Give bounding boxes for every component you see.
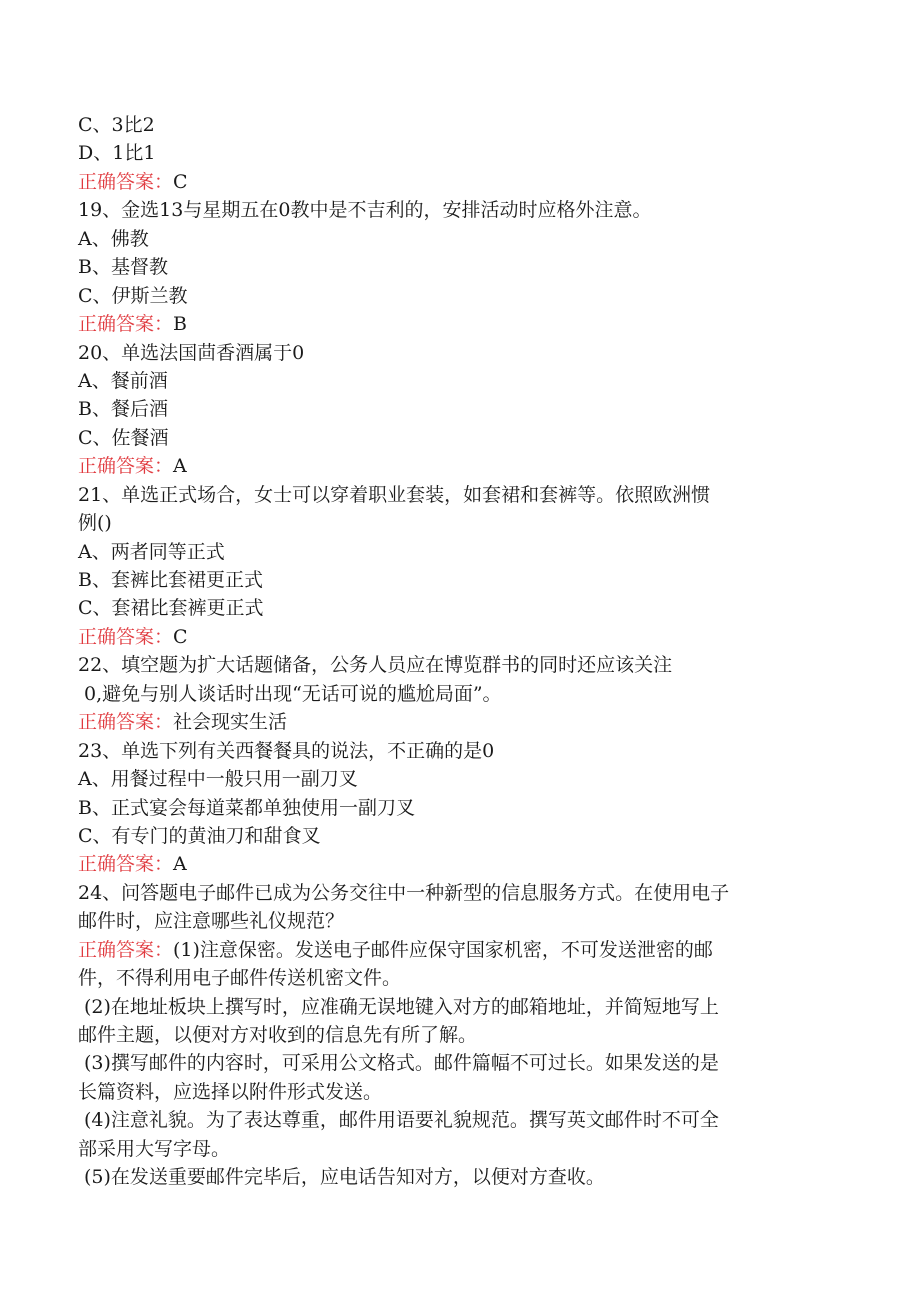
answer-text: (1)注意保密。发送电子邮件应保守国家机密，不可发送泄密的邮: [173, 938, 713, 961]
text-line: [78, 594, 838, 622]
line-text: 例(): [78, 512, 112, 535]
text-line: [78, 225, 838, 253]
answer-line: [78, 850, 838, 878]
answer-text: 社会现实生活: [173, 711, 288, 734]
line-text: B、基督教: [78, 256, 168, 279]
line-text: 21、单选正式场合，女士可以穿着职业套装，如套裙和套裤等。依照欧洲惯: [78, 483, 711, 506]
answer-text: B: [173, 313, 187, 336]
line-text: 24、问答题电子邮件已成为公务交往中一种新型的信息服务方式。在使用电子: [78, 881, 730, 904]
text-line: [78, 367, 838, 395]
line-text: C、佐餐酒: [78, 426, 169, 449]
line-text: C、套裙比套裤更正式: [78, 597, 264, 620]
answer-label: 正确答案：: [78, 711, 174, 734]
line-text: A、餐前酒: [78, 369, 168, 392]
text-line: [78, 765, 838, 793]
text-line: [78, 680, 838, 708]
text-line: [78, 339, 838, 367]
document-body: [78, 111, 838, 1192]
answer-line: [78, 936, 838, 964]
answer-text: C: [173, 170, 188, 193]
text-line: [78, 395, 838, 423]
text-line: [78, 907, 838, 935]
text-line: [78, 822, 838, 850]
line-text: (4)注意礼貌。为了表达尊重，邮件用语要礼貌规范。撰写英文邮件时不可全: [84, 1109, 719, 1132]
line-text: 邮件时，应注意哪些礼仪规范？: [78, 910, 345, 933]
text-line: [78, 1163, 838, 1191]
text-line: [78, 651, 838, 679]
answer-label: 正确答案：: [78, 938, 174, 961]
text-line: [78, 196, 838, 224]
answer-line: [78, 623, 838, 651]
text-line: [78, 139, 838, 167]
text-line: [78, 1078, 838, 1106]
line-text: (5)在发送重要邮件完毕后，应电话告知对方，以便对方查收。: [84, 1166, 605, 1189]
answer-label: 正确答案：: [78, 853, 174, 876]
line-text: C、有专门的黄油刀和甜食叉: [78, 824, 321, 847]
text-line: [78, 993, 838, 1021]
line-text: C、伊斯兰教: [78, 284, 188, 307]
line-text: 20、单选法国茴香酒属于0: [78, 341, 305, 364]
line-text: A、用餐过程中一般只用一副刀叉: [78, 768, 358, 791]
answer-line: [78, 708, 838, 736]
answer-text: A: [173, 853, 187, 876]
line-text: 件，不得利用电子邮件传送机密文件。: [78, 967, 402, 990]
text-line: [78, 1049, 838, 1077]
text-line: [78, 737, 838, 765]
line-text: D、1比1: [78, 142, 156, 165]
text-line: [78, 481, 838, 509]
text-line: [78, 538, 838, 566]
line-text: A、佛教: [78, 227, 149, 250]
text-line: [78, 1106, 838, 1134]
text-line: [78, 282, 838, 310]
text-line: [78, 1135, 838, 1163]
answer-line: [78, 168, 838, 196]
answer-text: C: [173, 625, 188, 648]
text-line: [78, 1021, 838, 1049]
text-line: [78, 879, 838, 907]
line-text: B、套裤比套裙更正式: [78, 569, 263, 591]
line-text: B、正式宴会每道菜都单独使用一副刀叉: [78, 796, 415, 819]
line-text: 邮件主题，以便对方对收到的信息先有所了解。: [78, 1024, 478, 1046]
text-line: [78, 253, 838, 281]
text-line: [78, 794, 838, 822]
text-line: [78, 424, 838, 452]
text-line: [78, 566, 838, 594]
line-text: B、餐后酒: [78, 398, 168, 421]
answer-text: A: [173, 455, 187, 478]
line-text: C、3比2: [78, 114, 155, 136]
line-text: 部采用大写字母。: [78, 1137, 231, 1160]
line-text: 22、填空题为扩大话题储备，公务人员应在博览群书的同时还应该关注: [78, 654, 673, 677]
text-line: [78, 509, 838, 537]
line-text: 0,避免与别人谈话时出现“无话可说的尴尬局面”。: [84, 682, 502, 705]
line-text: (2)在地址板块上撰写时，应准确无误地键入对方的邮箱地址，并简短地写上: [84, 995, 719, 1018]
line-text: 19、金选13与星期五在0教中是不吉利的，安排活动时应格外注意。: [78, 199, 652, 222]
line-text: (3)撰写邮件的内容时，可采用公文格式。邮件篇幅不可过长。如果发送的是: [84, 1052, 719, 1075]
text-line: [78, 111, 838, 139]
answer-line: [78, 452, 838, 480]
line-text: A、两者同等正式: [78, 540, 225, 563]
line-text: 长篇资料，应选择以附件形式发送。: [78, 1080, 383, 1103]
line-text: 23、单选下列有关西餐餐具的说法，不正确的是0: [78, 739, 495, 762]
answer-line: [78, 310, 838, 338]
answer-label: 正确答案：: [78, 313, 174, 336]
answer-label: 正确答案：: [78, 455, 174, 478]
answer-label: 正确答案：: [78, 625, 174, 648]
answer-label: 正确答案：: [78, 170, 174, 193]
text-line: [78, 964, 838, 992]
